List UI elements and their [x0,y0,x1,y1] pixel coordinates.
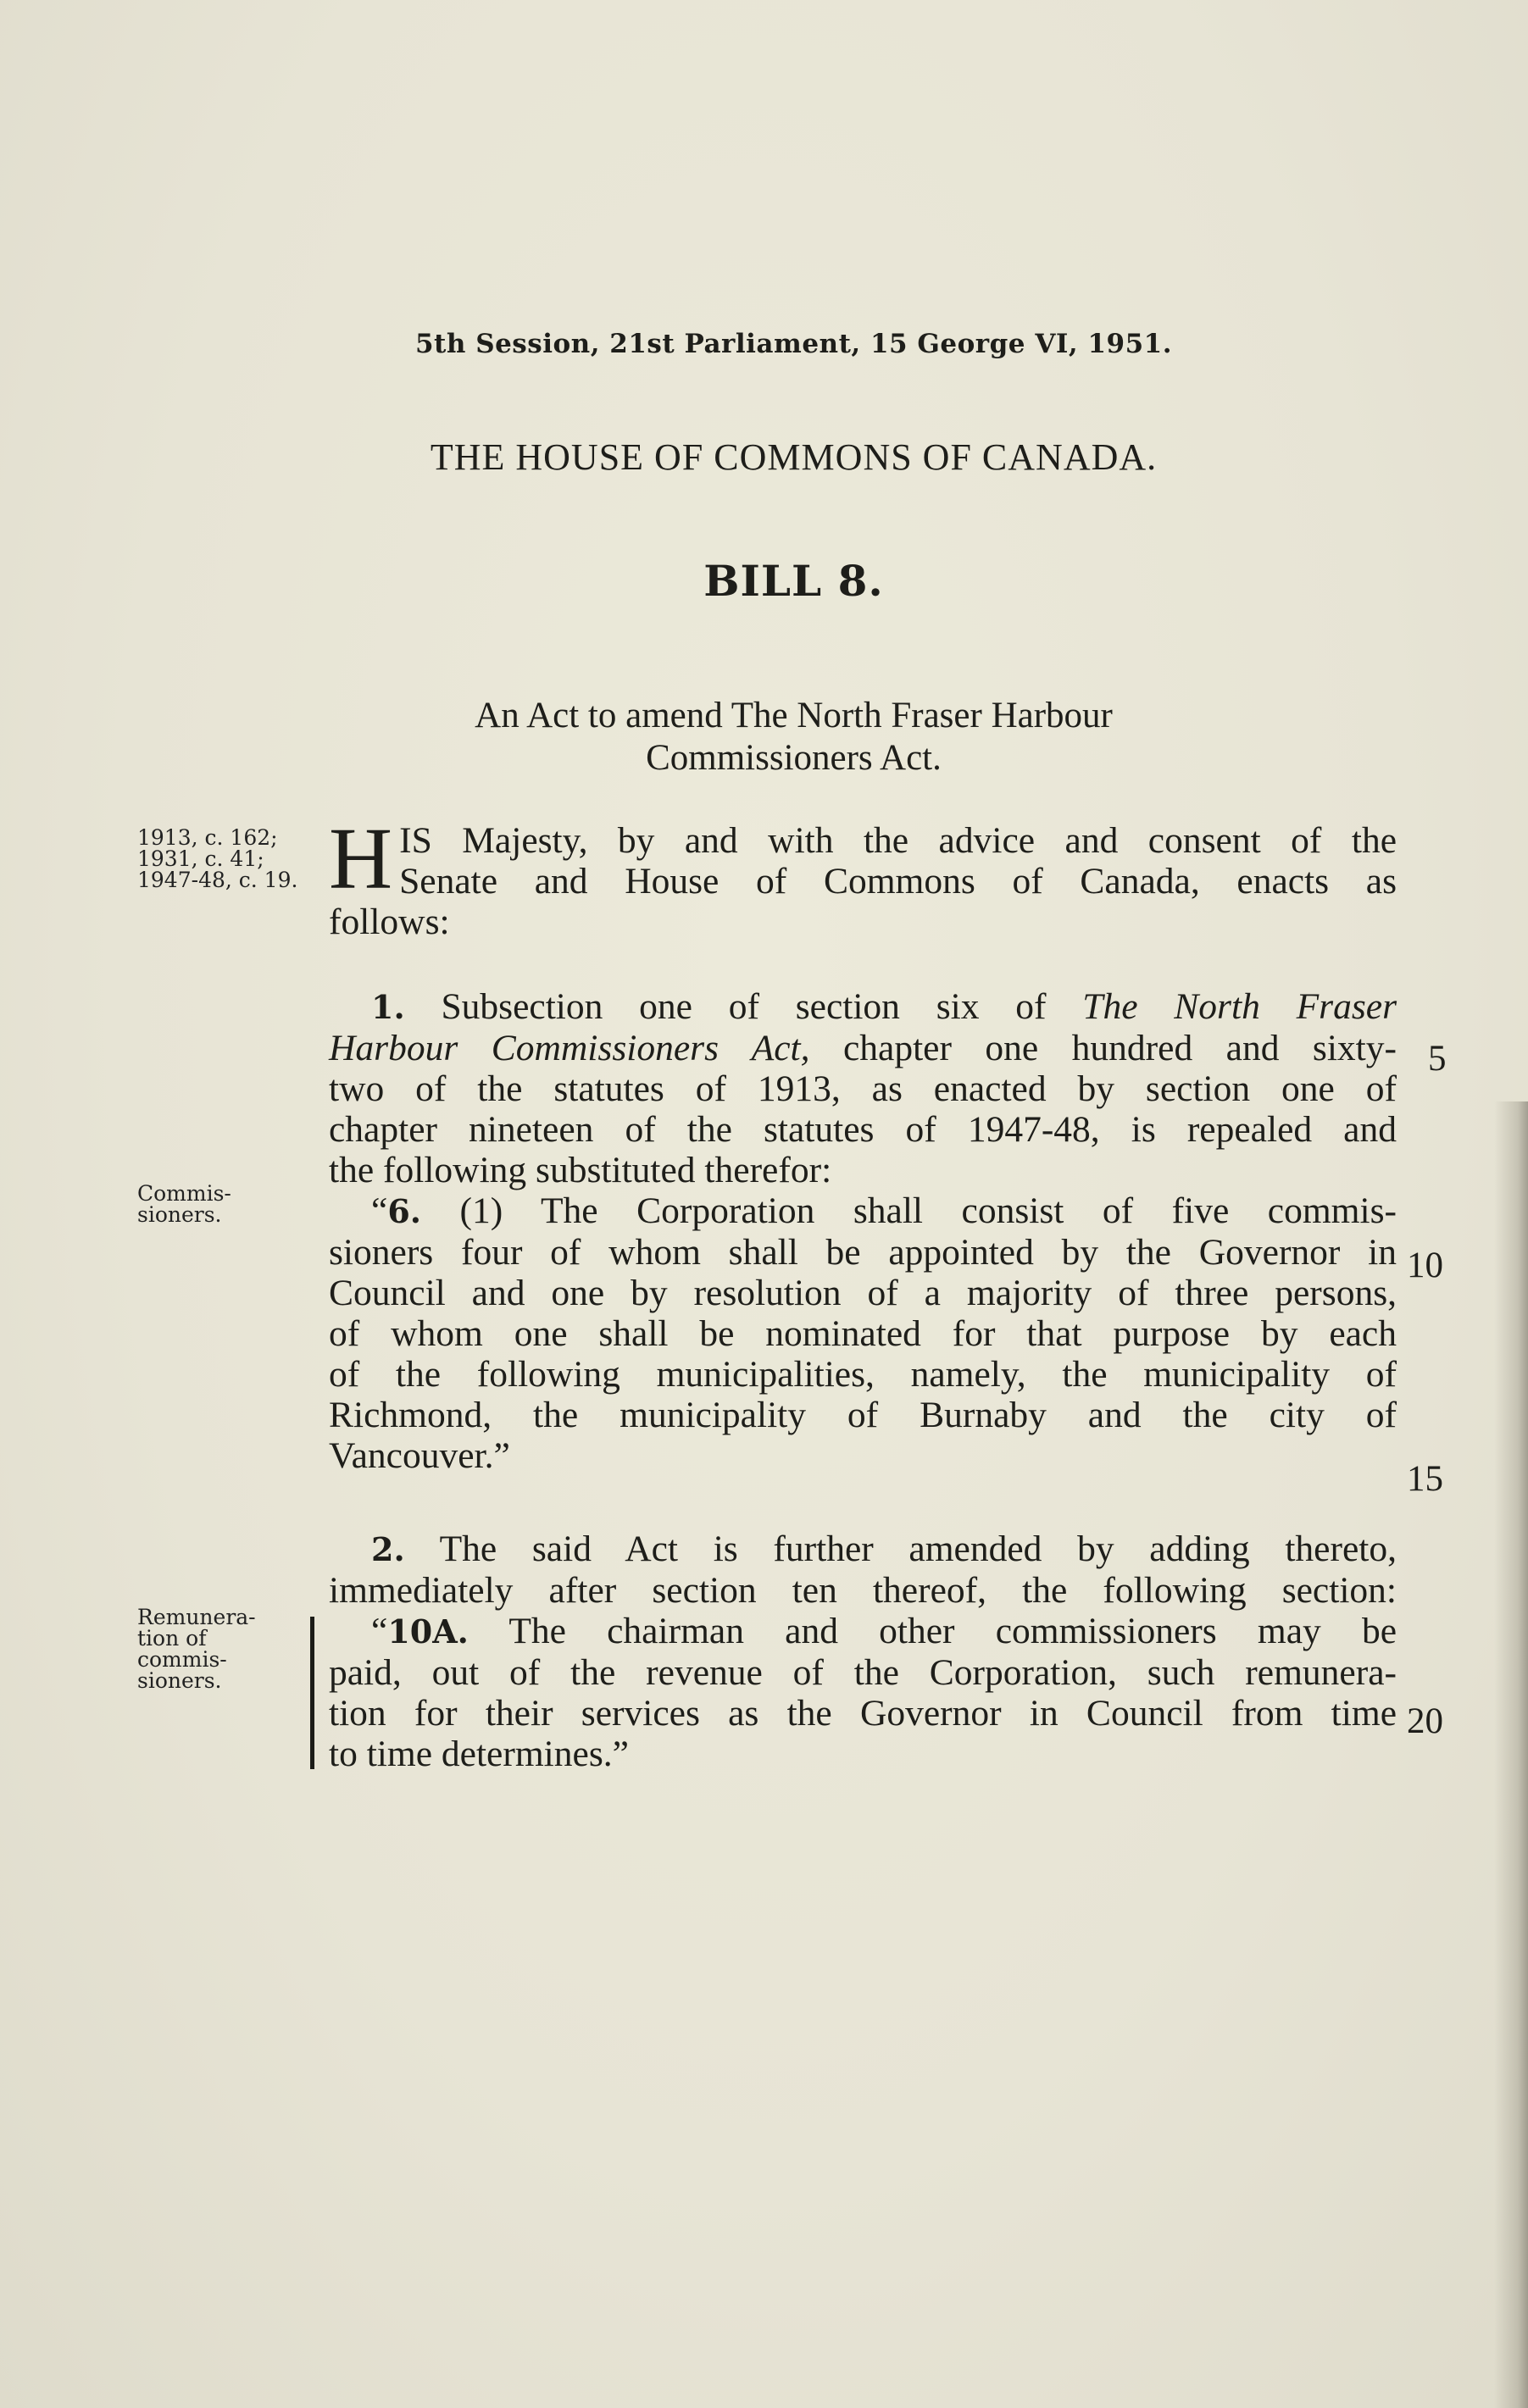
section-line: two of the statutes of 1913, as enacted by section one of [329,1068,1397,1109]
act-title-italic: Harbour Commissioners Act, [329,1028,810,1068]
section-text: Subsection one of section six of [441,986,1047,1027]
section-line [329,1529,1397,1570]
margin-note-line: 1913, c. 162; [137,825,278,850]
section-text: The said Act is further amended by adding thereto, [439,1529,1397,1569]
section-line: sioners four of whom shall be appointed by the Governor in [329,1232,1397,1273]
margin-note-line: Commis- [137,1181,231,1206]
section-text: chapter one hundred and sixty- [842,1028,1397,1068]
margin-note-commissioners [137,1183,231,1225]
act-title-italic: The North Fraser [1082,986,1397,1027]
section-number: 1. [371,988,405,1026]
preamble-line: follows: [329,902,450,942]
bill-title: BILL 8. [703,556,884,606]
section-line: paid, out of the revenue of the Corporation, such remunera- [329,1652,1397,1693]
open-quote: “ [371,1190,388,1231]
dropcap: H [329,810,393,907]
section-text: The chairman and other commissioners may be [508,1611,1397,1651]
preamble [329,810,1397,942]
amendment-marker-bar [310,1617,314,1769]
margin-note-statutes [137,827,297,891]
open-quote: “ [371,1611,388,1651]
margin-note-line: sioners. [137,1668,222,1693]
section-line: Council and one by resolution of a majority of three persons, [329,1273,1397,1313]
quoted-section-number: 6. [387,1192,421,1230]
preamble-line: Senate and House of Commons of Canada, enacts as [399,861,1397,902]
section-line: Richmond, the municipality of Burnaby and the city of [329,1395,1397,1435]
section-line: immediately after section ten thereof, the following section: [329,1570,1397,1611]
margin-note-line: 1931, c. 41; [137,846,264,871]
bill-subtitle-line1: An Act to amend The North Fraser Harbour [475,696,1113,735]
margin-note-remuneration [137,1606,256,1691]
line-number: 5 [1428,1039,1447,1079]
section-line: of the following municipalities, namely, the municipality of [329,1354,1397,1395]
margin-note-line: Remunera- [137,1605,256,1629]
section-line [329,1190,1397,1232]
section-line [329,1028,1397,1068]
section-line: tion for their services as the Governor in Council from time [329,1693,1397,1734]
quoted-section-number: 10A. [387,1612,469,1651]
line-number: 20 [1407,1701,1443,1741]
line-number: 15 [1407,1459,1443,1499]
section-line: chapter nineteen of the statutes of 1947-48, is repealed and [329,1109,1397,1150]
section-line: to time determines.” [329,1734,629,1774]
bill-subtitle-line2: Commissioners Act. [646,738,942,778]
section-1 [329,986,1397,1476]
section-line [329,1611,1397,1652]
section-number: 2. [371,1530,405,1568]
margin-note-line: commis- [137,1647,227,1672]
section-line [329,986,1397,1028]
bill-subtitle [0,695,1528,780]
section-line: Vancouver.” [329,1435,510,1476]
margin-note-line: sioners. [137,1202,222,1227]
section-text: (1) The Corporation shall consist of five commis- [459,1190,1397,1231]
line-number: 10 [1407,1246,1443,1285]
page-edge-shadow [1494,1101,1528,2408]
section-2 [329,1529,1397,1774]
section-line: of whom one shall be nominated for that purpose by each [329,1313,1397,1354]
house-title: THE HOUSE OF COMMONS OF CANADA. [430,436,1158,478]
margin-note-line: 1947-48, c. 19. [137,868,298,892]
margin-note-line: tion of [137,1626,207,1651]
session-line: 5th Session, 21st Parliament, 15 George VI, 1951. [414,329,1173,359]
section-line: the following substituted therefor: [329,1150,832,1190]
preamble-line: IS Majesty, by and with the advice and consent of the [399,820,1397,861]
